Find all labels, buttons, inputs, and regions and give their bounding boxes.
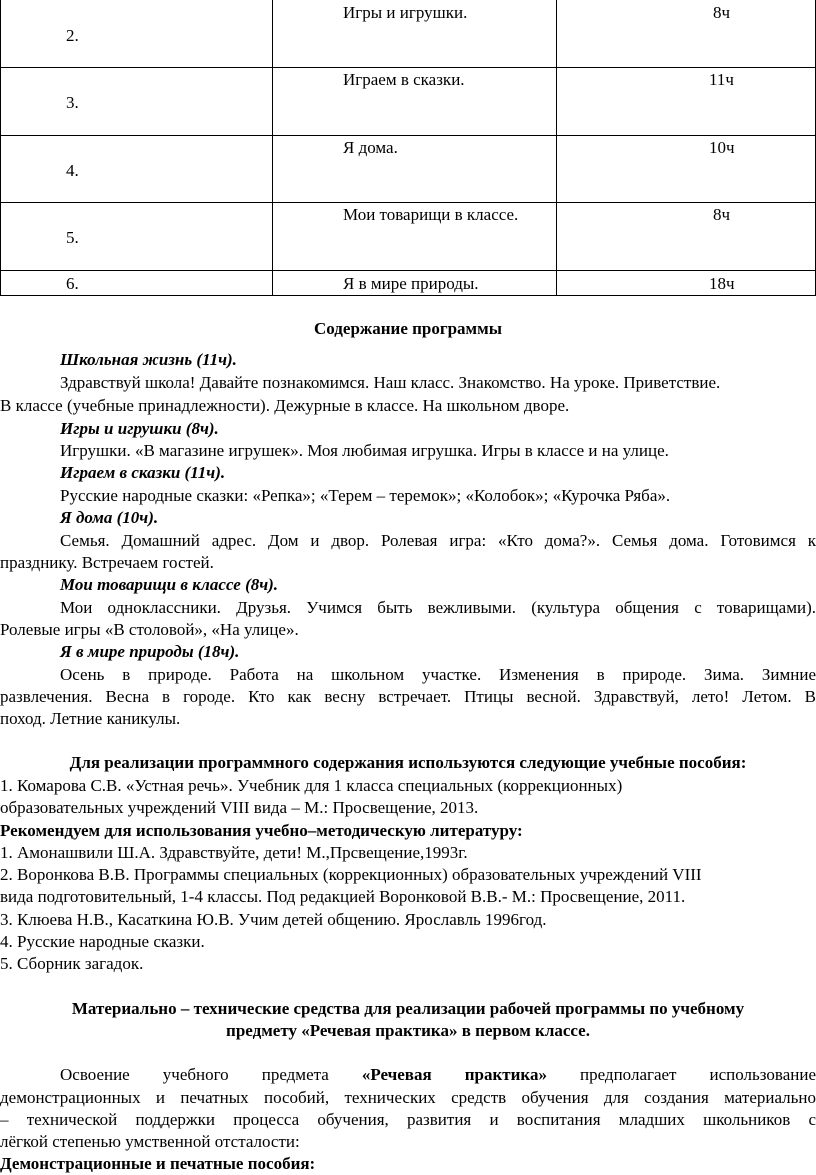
list-item: образовательных учреждений VIII вида – М.: Просвещение, 2013. bbox=[0, 798, 479, 817]
table-cell-hours: 11ч bbox=[709, 70, 734, 89]
list-item: вида подготовительный, 1-4 классы. Под редакцией Воронковой В.В.- М.: Просвещение, 2011. bbox=[0, 887, 686, 906]
section-title: Играем в сказки (11ч). bbox=[60, 463, 226, 482]
table-cell-number: 2. bbox=[66, 26, 79, 45]
list-item: 3. Клюева Н.В., Касаткина Ю.В. Учим детей общению. Ярославль 1996год. bbox=[0, 910, 547, 929]
table-cell-topic: Играем в сказки. bbox=[343, 70, 465, 89]
table-row-line bbox=[0, 135, 816, 136]
paragraph-line: Здравствуй школа! Давайте познакомимся. Наш класс. Знакомство. На уроке. Приветствие. bbox=[60, 373, 721, 392]
paragraph-line: лёгкой степенью умственной отсталости: bbox=[0, 1132, 300, 1151]
paragraph-line: Семья. Домашний адрес. Дом и двор. Ролевая игра: «Кто дома?». Семья дома. Готовимся к bbox=[60, 531, 816, 550]
section-title: Мои товарищи в классе (8ч). bbox=[60, 575, 279, 594]
paragraph-line: – технической поддержки процесса обучения, развития и воспитания младших школьников с bbox=[0, 1110, 816, 1129]
paragraph-line bbox=[0, 1064, 816, 1086]
table-cell-hours: 18ч bbox=[709, 274, 735, 293]
table-row-line bbox=[0, 202, 816, 203]
section-title: Игры и игрушки (8ч). bbox=[60, 419, 219, 438]
table-cell-number: 3. bbox=[66, 93, 79, 112]
manuals-heading: Для реализации программного содержания используются следующие учебные пособия: bbox=[69, 753, 747, 772]
table-row-line bbox=[0, 270, 816, 271]
section-title: Я в мире природы (18ч). bbox=[60, 642, 240, 661]
table-row-line bbox=[0, 67, 816, 68]
table-cell-hours: 8ч bbox=[713, 3, 731, 22]
demo-heading: Демонстрационные и печатные пособия: bbox=[0, 1154, 316, 1173]
list-item: 4. Русские народные сказки. bbox=[0, 932, 205, 951]
paragraph-line: демонстрационных и печатных пособий, технических средств обучения для создания материально bbox=[0, 1088, 816, 1107]
paragraph-line: поход. Летние каникулы. bbox=[0, 709, 181, 728]
paragraph-line: Игрушки. «В магазине игрушек». Моя любимая игрушка. Игры в классе и на улице. bbox=[60, 441, 669, 460]
table-cell-number: 4. bbox=[66, 161, 79, 180]
paragraph-line: Осень в природе. Работа на школьном участке. Изменения в природе. Зима. Зимние bbox=[60, 665, 816, 684]
section-title: Школьная жизнь (11ч). bbox=[60, 350, 237, 369]
table-cell-topic: Игры и игрушки. bbox=[343, 3, 468, 22]
paragraph-text: Освоение учебного предмета bbox=[60, 1065, 362, 1084]
materials-heading: предмету «Речевая практика» в первом классе. bbox=[226, 1021, 590, 1040]
list-item: 5. Сборник загадок. bbox=[0, 954, 144, 973]
table-cell-topic: Я дома. bbox=[343, 138, 398, 157]
table-cell-hours: 10ч bbox=[709, 138, 735, 157]
list-item: 1. Амонашвили Ш.А. Здравствуйте, дети! М.,Прсвещение,1993г. bbox=[0, 843, 468, 862]
materials-heading: Материально – технические средства для реализации рабочей программы по учебному bbox=[71, 999, 745, 1018]
section-heading: Содержание программы bbox=[314, 319, 502, 338]
topics-table bbox=[0, 0, 816, 296]
table-cell-topic: Мои товарищи в классе. bbox=[343, 205, 519, 224]
subject-name: «Речевая практика» bbox=[361, 1065, 547, 1084]
list-item: 2. Воронкова В.В. Программы специальных (коррекционных) образовательных учреждений VIII bbox=[0, 865, 702, 884]
paragraph-line: празднику. Встречаем гостей. bbox=[0, 553, 214, 572]
paragraph-line: В классе (учебные принадлежности). Дежурные в классе. На школьном дворе. bbox=[0, 396, 570, 415]
table-border-bottom bbox=[0, 295, 816, 296]
table-divider-2 bbox=[556, 0, 557, 296]
table-divider-1 bbox=[272, 0, 273, 296]
section-title: Я дома (10ч). bbox=[60, 508, 159, 527]
list-item: 1. Комарова С.В. «Устная речь». Учебник для 1 класса специальных (коррекционных) bbox=[0, 776, 623, 795]
paragraph-text: предполагает использование bbox=[546, 1065, 816, 1084]
paragraph-line: развлечения. Весна в городе. Кто как весну встречает. Птицы весной. Здравствуй, лето! Летом. В bbox=[0, 687, 816, 706]
table-cell-topic: Я в мире природы. bbox=[343, 274, 479, 293]
paragraph-line: Русские народные сказки: «Репка»; «Терем – теремок»; «Колобок»; «Курочка Ряба». bbox=[60, 486, 671, 505]
table-cell-number: 6. bbox=[66, 274, 79, 293]
table-border-left bbox=[0, 0, 1, 296]
table-cell-hours: 8ч bbox=[713, 205, 731, 224]
paragraph-line: Ролевые игры «В столовой», «На улице». bbox=[0, 620, 299, 639]
table-cell-number: 5. bbox=[66, 228, 79, 247]
paragraph-line: Мои одноклассники. Друзья. Учимся быть вежливыми. (культура общения с товарищами). bbox=[60, 598, 816, 617]
literature-heading: Рекомендуем для использования учебно–методическую литературу: bbox=[0, 821, 523, 840]
